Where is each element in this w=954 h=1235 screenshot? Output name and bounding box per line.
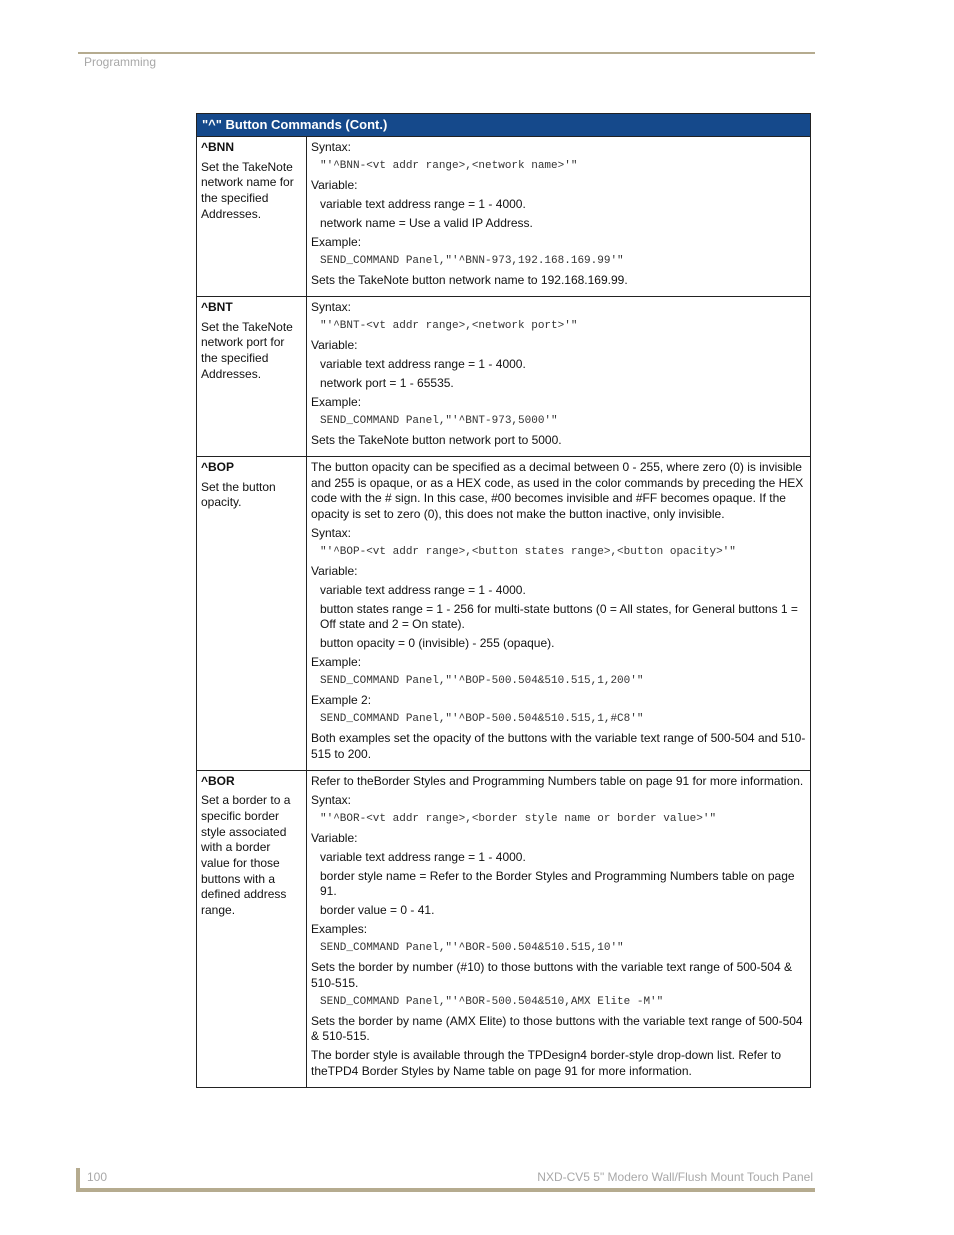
description-cell — [307, 137, 811, 297]
footer-rule — [78, 1188, 815, 1192]
button-commands-table — [196, 113, 811, 1088]
page-number: 100 — [87, 1170, 108, 1184]
variable-label: Variable: — [311, 830, 358, 845]
variable-label: Variable: — [311, 563, 358, 578]
command-cell — [197, 770, 307, 1087]
table-row — [197, 457, 811, 771]
syntax-label: Syntax: — [311, 140, 352, 154]
command-summary: Set the TakeNote network port for the specified Addresses. — [201, 319, 293, 381]
description-cell — [307, 457, 811, 771]
variable-label: Variable: — [311, 178, 358, 192]
command-cell — [197, 137, 307, 297]
variable-item: button states range = 1 - 256 for multi-state buttons (0 = All states, for General buttons 1 = Off state and 2 = On state). — [320, 601, 798, 631]
description-cell — [307, 297, 811, 457]
example-code: SEND_COMMAND Panel,"'^BOR-500.504&510,AMX Elite -M'" — [320, 995, 664, 1008]
table-row — [197, 770, 811, 1087]
example-label: Example: — [311, 395, 362, 409]
variable-item: network name = Use a valid IP Address. — [320, 216, 533, 230]
syntax-code: "'^BOP-<vt addr range>,<button states range>,<button opacity>'" — [320, 545, 736, 558]
example-code: SEND_COMMAND Panel,"'^BNN-973,192.168.169.99'" — [320, 255, 624, 267]
command-cell — [197, 457, 307, 771]
variable-item: variable text address range = 1 - 4000. — [320, 197, 526, 211]
variable-item: network port = 1 - 65535. — [320, 376, 454, 390]
example-note: Sets the border by number (#10) to those buttons with the variable text range of 500-504 & 510-515. — [311, 960, 792, 990]
table-title: "^" Button Commands (Cont.) — [197, 114, 811, 137]
example-note: Both examples set the opacity of the buttons with the variable text range of 500-504 and 510-515 to 200. — [311, 731, 806, 761]
intro-text: Refer to theBorder Styles and Programming Numbers table on page 91 for more information. — [311, 773, 804, 788]
command-name: ^BNT — [201, 300, 233, 314]
variable-item: border value = 0 - 41. — [320, 903, 435, 917]
example-label: Examples: — [311, 922, 368, 936]
example-note: Sets the border by name (AMX Elite) to those buttons with the variable text range of 500-504 & 510-515. — [311, 1013, 803, 1043]
example-code: SEND_COMMAND Panel,"'^BOR-500.504&510.515,10'" — [320, 942, 624, 954]
variable-item: variable text address range = 1 - 4000. — [320, 357, 526, 371]
syntax-code: "'^BNT-<vt addr range>,<network port>'" — [320, 320, 578, 332]
example-label: Example 2: — [311, 693, 372, 707]
document-title: NXD-CV5 5" Modero Wall/Flush Mount Touch Panel — [537, 1170, 813, 1184]
variable-item: button opacity = 0 (invisible) - 255 (opaque). — [320, 636, 555, 650]
command-name: ^BOR — [201, 773, 235, 788]
section-label: Programming — [84, 55, 157, 69]
example-note: Sets the TakeNote button network name to 192.168.169.99. — [311, 273, 628, 287]
intro-text: The button opacity can be specified as a decimal between 0 - 255, where zero (0) is invisible and 255 is opaque, or as a HEX code, as used in the color commands by preceding the HEX code with the # sign. In this case, #00 becomes invisible and #FF becomes opaque. If the opacity is set to zero (0), this does not make the button inactive, only invisible. — [311, 460, 804, 521]
description-cell — [307, 770, 811, 1087]
command-cell — [197, 297, 307, 457]
header-rule — [78, 52, 815, 54]
syntax-label: Syntax: — [311, 300, 352, 314]
example-code: SEND_COMMAND Panel,"'^BOP-500.504&510.515,1,200'" — [320, 675, 644, 687]
variable-item: variable text address range = 1 - 4000. — [320, 582, 526, 597]
variable-label: Variable: — [311, 338, 358, 352]
table-row — [197, 297, 811, 457]
syntax-code: "'^BOR-<vt addr range>,<border style name or border value>'" — [320, 812, 717, 825]
syntax-code: "'^BNN-<vt addr range>,<network name>'" — [320, 160, 578, 172]
example-label: Example: — [311, 655, 362, 669]
variable-item: border style name = Refer to the Border Styles and Programming Numbers table on page 91. — [320, 868, 795, 898]
syntax-label: Syntax: — [311, 792, 352, 807]
table-header-row — [197, 114, 811, 137]
command-name: ^BOP — [201, 460, 235, 474]
table-row — [197, 137, 811, 297]
variable-item: variable text address range = 1 - 4000. — [320, 849, 526, 864]
command-summary: Set the button opacity. — [201, 479, 276, 510]
example-code: SEND_COMMAND Panel,"'^BOP-500.504&510.515,1,#C8'" — [320, 713, 644, 725]
example-label: Example: — [311, 235, 362, 249]
command-summary: Set the TakeNote network name for the specified Addresses. — [201, 159, 294, 221]
example-note: The border style is available through the TPDesign4 border-style drop-down list. Refer to theTPD4 Border Styles by Name table on page 91 for more information. — [311, 1048, 782, 1078]
syntax-label: Syntax: — [311, 525, 352, 540]
command-summary: Set a border to a specific border style associated with a border value for those buttons with a defined address range. — [201, 793, 291, 918]
example-note: Sets the TakeNote button network port to 5000. — [311, 433, 562, 447]
example-code: SEND_COMMAND Panel,"'^BNT-973,5000'" — [320, 415, 558, 427]
command-name: ^BNN — [201, 140, 235, 154]
